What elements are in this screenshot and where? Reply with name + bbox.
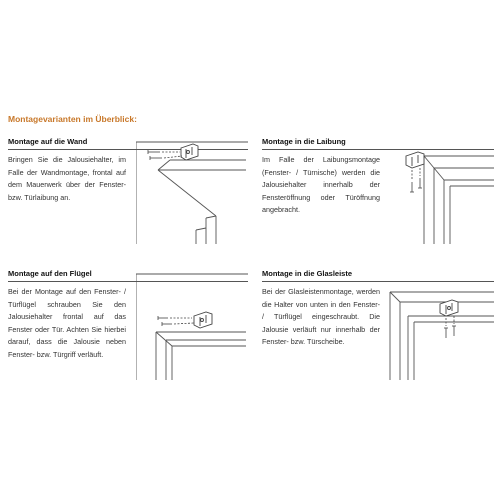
section-title: Montage in die Laibung xyxy=(262,137,494,150)
glazing-bead-mount-illustration xyxy=(384,272,494,380)
bracket-icon xyxy=(406,152,424,168)
screw-icon xyxy=(444,316,456,338)
section-reveal-mount xyxy=(262,137,496,215)
section-glazing-bead-mount xyxy=(262,269,496,347)
page-heading: Montagevarianten im Überblick: xyxy=(8,114,137,124)
bracket-icon xyxy=(181,144,198,160)
bracket-icon xyxy=(194,312,212,328)
section-text: Im Falle der Laibungsmontage (Fenster- / Türnische) werden die Jalousiehalter innerhalb der Fensteröffnung oder Türöffnung angebracht. xyxy=(262,155,380,215)
section-title: Montage auf die Wand xyxy=(8,137,248,150)
screw-icon xyxy=(158,316,194,326)
section-text: Bei der Glasleistenmontage, werden die Halter von unten in den Fenster- / Türflügel eingeschraubt. Die Jalousie verläuft nur innerhalb der Fenster- bzw. Türscheibe. xyxy=(262,287,380,347)
section-sash-mount xyxy=(8,269,244,359)
section-wall-mount xyxy=(8,137,244,202)
section-text: Bei der Montage auf den Fenster- / Türflügel schrauben Sie den Jalousiehalter frontal auf das Fenster oder Tür. Achten Sie hierbei darauf, dass die Jalousie neben Fenster- bzw. Türgriff verläuft. xyxy=(8,287,126,359)
section-text: Bringen Sie die Jalousiehalter, im Falle der Wandmontage, frontal auf dem Mauerwerk über der Fenster- bzw. Türlaibung an. xyxy=(8,155,126,202)
section-title: Montage in die Glasleiste xyxy=(262,269,494,282)
screw-icon xyxy=(148,150,182,160)
reveal-mount-illustration xyxy=(384,140,494,244)
section-title: Montage auf den Flügel xyxy=(8,269,248,282)
screw-icon xyxy=(410,168,422,192)
wall-mount-illustration xyxy=(136,140,248,244)
sash-mount-illustration xyxy=(136,272,248,380)
